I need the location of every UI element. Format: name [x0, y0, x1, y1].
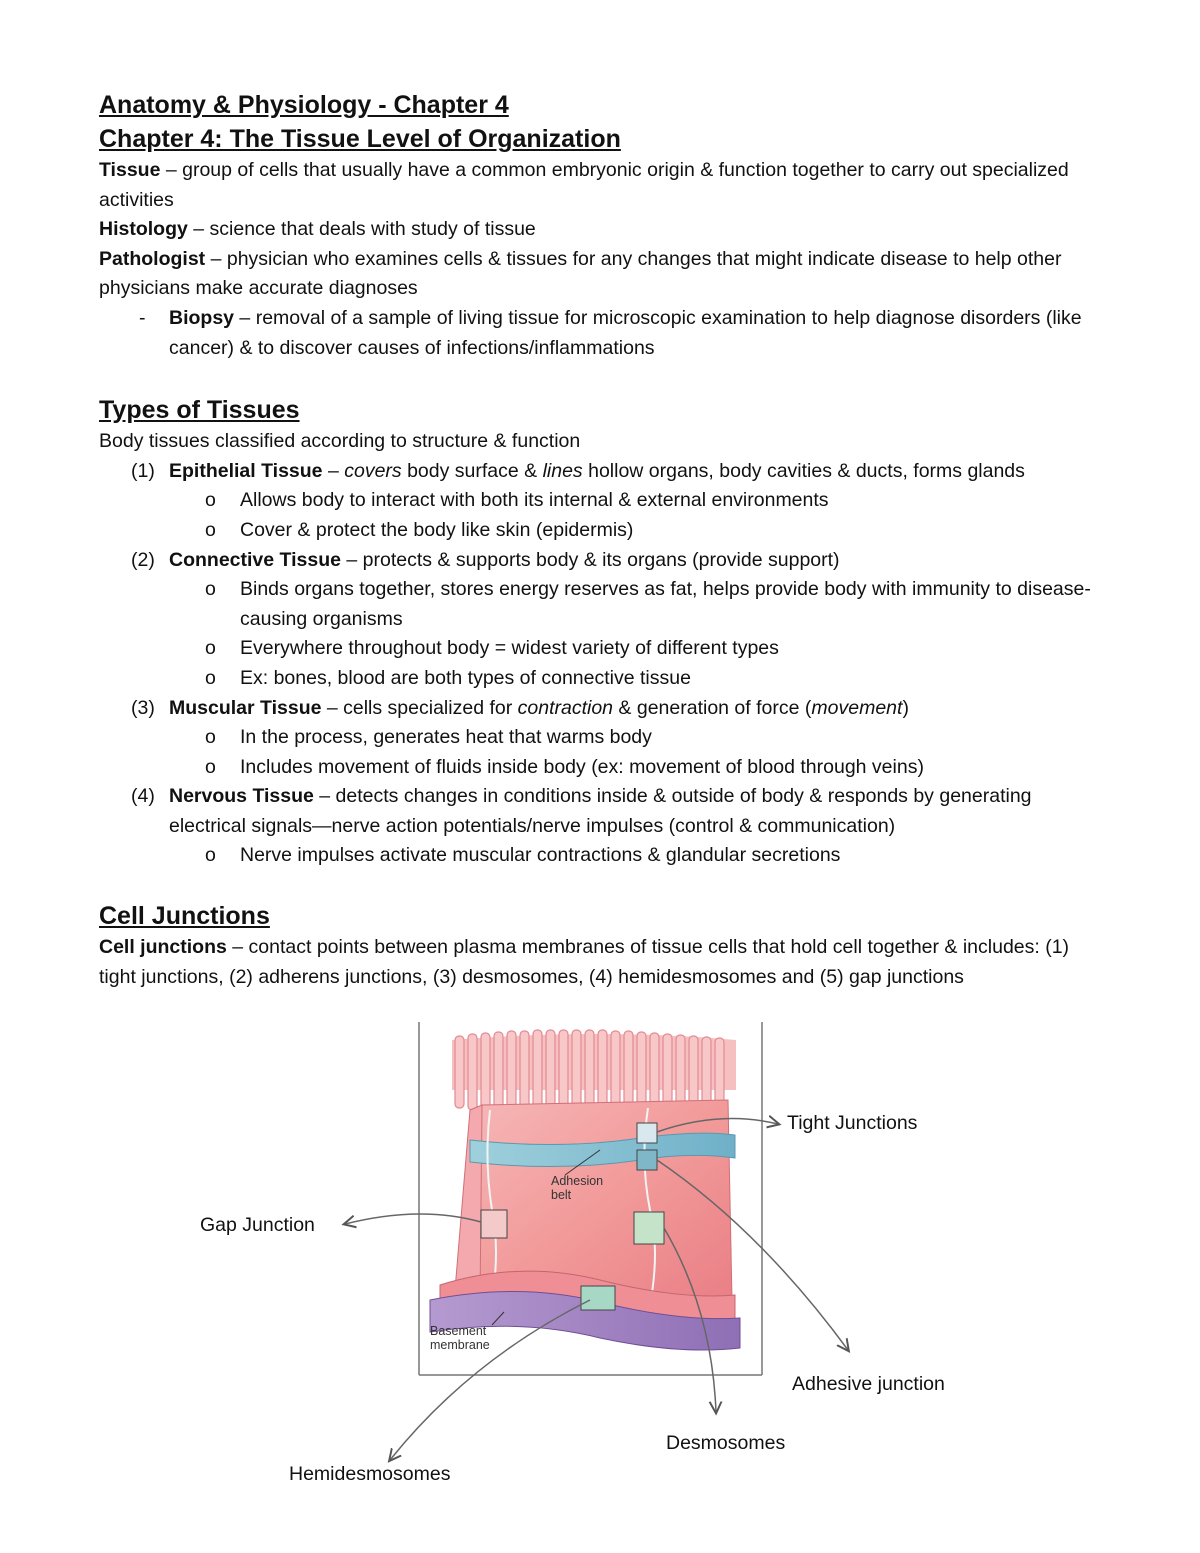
bullet-text: In the process, generates heat that warms body: [240, 726, 652, 749]
term-nervous: Nervous Tissue: [169, 785, 314, 808]
term-cell-junctions: Cell junctions: [99, 936, 227, 959]
junctions-heading: Cell Junctions: [99, 902, 270, 931]
bullet-marker: o: [205, 666, 216, 689]
bullet-marker: o: [205, 518, 216, 541]
dash-marker: -: [139, 306, 146, 329]
desmosome-box: [634, 1212, 664, 1244]
bullet-marker: o: [205, 755, 216, 778]
bullet-text: Everywhere throughout body = widest variety of different types: [240, 637, 779, 660]
adhesion-belt-box: [637, 1150, 657, 1170]
bullet-text: Ex: bones, blood are both types of connective tissue: [240, 666, 691, 689]
hemidesmosome-box: [581, 1286, 615, 1310]
term-muscular: Muscular Tissue: [169, 696, 322, 719]
bullet-text: Includes movement of fluids inside body (ex: movement of blood through veins): [240, 755, 924, 778]
text-part: – cells specialized for: [321, 696, 518, 719]
italic-part: lines: [542, 459, 583, 482]
bullet-text: Binds organs together, stores energy reserves as fat, helps provide body with immunity to disease-causing organisms: [240, 578, 1091, 630]
text-part: & generation of force (: [613, 696, 812, 719]
italic-part: contraction: [517, 696, 614, 719]
chapter-subtitle: Chapter 4: The Tissue Level of Organization: [99, 125, 621, 153]
bullet-marker: o: [205, 637, 216, 660]
text-tissue: – group of cells that usually have a common embryonic origin & function together to carry out specialized activities: [99, 159, 1069, 211]
text-part: hollow organs, body cavities & ducts, forms glands: [582, 459, 1025, 482]
term-epithelial: Epithelial Tissue: [169, 459, 323, 482]
bullet-marker: o: [205, 578, 216, 601]
number-marker: (4): [131, 785, 155, 808]
tight-junction-box: [637, 1123, 657, 1143]
text-part: body surface &: [401, 459, 543, 482]
bullet-marker: o: [205, 844, 216, 867]
types-intro: Body tissues classified according to structure & function: [99, 430, 581, 453]
text-part: – detects changes in conditions inside & outside of body & responds by generating electrical signals—nerve action potentials/nerve impulses (control & communication): [169, 785, 1032, 837]
text-part: ): [902, 696, 909, 719]
hemidesmosomes-label: Hemidesmosomes: [289, 1463, 451, 1485]
document-title: Anatomy & Physiology - Chapter 4: [99, 91, 509, 119]
term-biopsy: Biopsy: [169, 306, 235, 329]
bullet-marker: o: [205, 489, 216, 512]
basement-membrane-label: Basement membrane: [430, 1324, 490, 1352]
adhesive-junction-label: Adhesive junction: [792, 1373, 945, 1395]
italic-part: covers: [344, 459, 402, 482]
number-marker: (2): [131, 548, 155, 571]
text-biopsy: – removal of a sample of living tissue for microscopic examination to help diagnose disorders (like cancer) & to discover causes of infections/inflammations: [169, 306, 1082, 359]
number-marker: (3): [131, 696, 155, 719]
term-pathologist: Pathologist: [99, 247, 206, 270]
number-marker: (1): [131, 459, 155, 482]
text-cell-junctions: – contact points between plasma membranes of tissue cells that hold cell together & includes: (1) tight junctions, (2) adherens junctions, (3) desmosomes, (4) hemidesmosomes and (5) gap junctions: [99, 936, 1070, 988]
italic-part: movement: [811, 696, 903, 719]
text-part: – protects & supports body & its organs (provide support): [340, 548, 840, 571]
bullet-text: Cover & protect the body like skin (epidermis): [240, 518, 634, 541]
text-histology: – science that deals with study of tissue: [187, 218, 536, 241]
adhesion-belt-label: Adhesion belt: [551, 1174, 604, 1202]
desmosomes-label: Desmosomes: [666, 1432, 786, 1454]
types-heading: Types of Tissues: [99, 396, 300, 425]
term-connective: Connective Tissue: [169, 548, 341, 571]
text-pathologist: – physician who examines cells & tissues for any changes that might indicate disease to help other physicians make accurate diagnoses: [99, 247, 1062, 300]
gap-junction-box: [481, 1210, 507, 1238]
bullet-text: Allows body to interact with both its internal & external environments: [240, 489, 829, 512]
text-part: –: [322, 459, 345, 482]
gap-junction-label: Gap Junction: [200, 1214, 315, 1236]
tight-junctions-label: Tight Junctions: [787, 1112, 918, 1134]
term-histology: Histology: [99, 218, 188, 241]
bullet-text: Nerve impulses activate muscular contractions & glandular secretions: [240, 844, 841, 867]
bullet-marker: o: [205, 726, 216, 749]
term-tissue: Tissue: [99, 159, 161, 181]
